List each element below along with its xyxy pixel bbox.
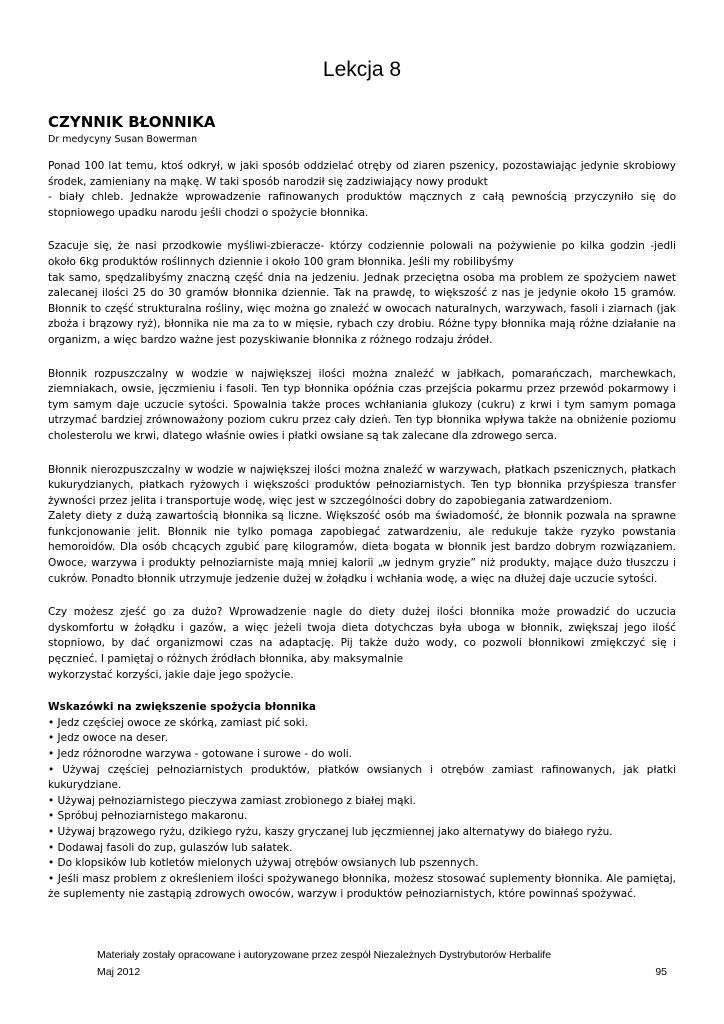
paragraph-line: Szacuje się, że nasi przodkowie myśliwi-zbieracze- którzy codziennie polowali na pożywienie po kilka godzin -jedli około 6kg produktów roślinnych dziennie i około 100 gram błonnika. Jeśli my robilibyśmy <box>48 240 676 268</box>
paragraph-soluble-fiber <box>48 367 676 445</box>
paragraph-line: Błonnik rozpuszczalny w wodzie w największej ilości można znaleźć w jabłkach, pomarańczach, marchewkach, ziemniakach, owsie, jęczmieniu i fasoli. Ten typ błonnika opóźnia czas przejścia pokarmu przez przewód pokarmowy i tym samym daje uczucie sytości. Spowalnia także proces wchłaniania glukozy (cukru) z krwi i tym samym pomaga utrzymać bardziej zrównoważony poziom cukru przez cały dzień. Ten typ błonnika wpływa także na obniżenie poziomu cholesterolu we krwi, dlatego właśnie owies i płatki owsiane są tak zalecane dla zdrowego serca. <box>48 367 676 442</box>
article <box>48 113 676 903</box>
paragraph-line: Zalety diety z dużą zawartością błonnika są liczne. Większość osób ma świadomość, że błonnik pozwala na sprawne funkcjonowanie jelit. Błonnik nie tylko pomaga zapobiegać zatwardzeniu, ale redukuje także ryzyko powstania hemoroidów. Dla osób chcących zgubić parę kilogramów, dieta bogata w błonnik jest bardzo dobrym rozwiązaniem. Owoce, warzywa i produkty pełnoziarniste mają mniej kalorii „w jednym gryzie” niż produkty, mające dużo tłuszczu i cukrów. Ponadto błonnik utrzymuje jedzenie dużej w żołądku i wchłania wodę, a więc na dłużej daje uczucie sytości. <box>48 510 676 585</box>
paragraph-line: wykorzystać korzyści, jakie daje jego spożycie. <box>48 668 294 681</box>
article-title: CZYNNIK BŁONNIKA <box>48 113 216 131</box>
paragraph-line: Czy możesz zjeść go za dużo? Wprowadzenie nagle do diety dużej ilości błonnika może prowadzić do uczucia dyskomfortu w żołądku i gazów, a więc jeżeli twoja dieta dotychczas była uboga w błonnik, zwiększaj jego ilość stopniowo, by dać organizmowi czas na adaptację. Pij także dużo wody, co pozwoli błonnikowi zmiękczyć się i pęcznieć. I pamiętaj o różnych źródłach błonnika, aby maksymalnie <box>48 606 676 666</box>
tip-item: • Jedz różnorodne warzywa - gotowane i surowe - do woli. <box>48 748 352 760</box>
paragraph-ancestors <box>48 239 676 348</box>
tips-heading: Wskazówki na zwiększenie spożycia błonnika <box>48 701 316 714</box>
article-author: Dr medycyny Susan Bowerman <box>48 134 198 145</box>
footer-credit: Materiały zostały opracowane i autoryzowane przez zespół Niezależnych Dystrybutorów Herbalife <box>97 949 552 961</box>
page-number: 95 <box>655 966 667 978</box>
paragraph-too-much <box>48 605 676 683</box>
paragraph-line: Ponad 100 lat temu, ktoś odkrył, w jaki sposób oddzielać otręby od ziaren pszenicy, pozostawiając jedynie skrobiowy środek, zamieniany na mąkę. W taki sposób narodził się zadziwiający nowy produkt <box>48 160 676 188</box>
lesson-heading: Lekcja 8 <box>322 58 402 81</box>
paragraph-line: tak samo, spędzalibyśmy znaczną część dnia na jedzeniu. Jednak przeciętna osoba ma problem ze spożyciem nawet zalecanej ilości 25 do 30 gramów błonnika dziennie. Tak na prawdę, to większość z nas je jedynie około 15 gramów. Błonnik to część strukturalna rośliny, więc można go znaleźć w owocach naturalnych, warzywach, fasoli i ziarnach (jak zboża i brązowy ryż), błonnika nie ma za to w mięsie, rybach czy drobiu. Różne typy błonnika mają różne działanie na organizm, a więc bardzo ważne jest pozyskiwanie błonnika z różnego rodzaju źródeł. <box>48 271 676 346</box>
tip-item: • Dodawaj fasoli do zup, gulaszów lub sałatek. <box>48 841 293 854</box>
tip-item: • Do klopsików lub kotletów mielonych używaj otrębów owsianych lub pszennych. <box>48 857 479 870</box>
footer-date: Maj 2012 <box>97 966 141 978</box>
tip-item: • Jedz owoce na deser. <box>48 732 168 745</box>
tip-item: • Używaj pełnoziarnistego pieczywa zamiast zrobionego z białej mąki. <box>48 794 416 807</box>
tip-item: • Jedz częściej owoce ze skórką, zamiast pić soki. <box>48 716 309 729</box>
paragraph-intro <box>48 159 676 221</box>
tip-item: • Spróbuj pełnoziarnistego makaronu. <box>48 810 248 823</box>
tip-item: • Używaj częściej pełnoziarnistych produktów, płatków owsianych i otrębów zamiast rafinowanych, jak płatki kukurydziane. <box>48 763 676 792</box>
tip-item: • Jeśli masz problem z określeniem ilości spożywanego błonnika, możesz stosować suplementy błonnika. Ale pamiętaj, że suplementy nie zastąpią zdrowych owoców, warzyw i produktów pełnoziarnistych, które powinnaś spożywać. <box>48 872 676 901</box>
paragraph-line: - biały chleb. Jednakże wprowadzenie rafinowanych produktów mącznych z całą pewnością przyczyniło się do stopniowego upadku narodu jeśli chodzi o spożycie błonnika. <box>48 191 676 219</box>
tips-list <box>48 716 676 903</box>
paragraph-insoluble-fiber <box>48 463 676 588</box>
page-footer <box>97 947 667 981</box>
paragraph-line: Błonnik nierozpuszczalny w wodzie w największej ilości można znaleźć w warzywach, płatkach pszenicznych, płatkach kukurydzianych, płatkach ryżowych i większości produktów pełnoziarnistych. Ten typ błonnika przyśpiesza transfer żywności przez jelita i transportuje wodę, więc jest w szczególności dobry do zapobiegania zatwardzeniom. <box>48 463 676 507</box>
tip-item: • Używaj brązowego ryżu, dzikiego ryżu, kaszy gryczanej lub jęczmiennej jako alternatywy do białego ryżu. <box>48 825 613 838</box>
